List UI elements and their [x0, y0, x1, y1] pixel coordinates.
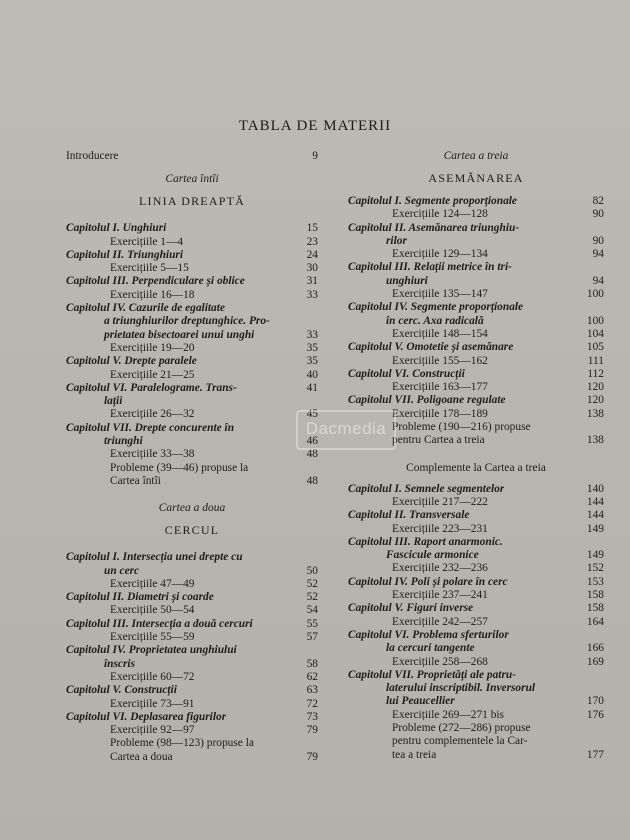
- toc-entry: Exercițiile 135—147 100: [392, 288, 604, 301]
- toc-entry: la cercuri tangente 166: [386, 642, 604, 655]
- toc-entry: Exercițiile 258—268 169: [392, 655, 604, 668]
- toc-entry: Capitolul I. Intersecția unei drepte cu: [66, 551, 243, 564]
- toc-entry: Exercițiile 1—4 23: [110, 235, 318, 248]
- toc-entry: Capitolul III. Perpendiculare și oblice 31: [66, 275, 318, 288]
- toc-entry: Exercițiile 19—20 35: [110, 341, 318, 354]
- toc-entry: Capitolul III. Relații metrice în tri-: [348, 261, 512, 274]
- toc-entry: Capitolul VII. Proprietăți ale patru-: [348, 668, 517, 681]
- toc-entry: Capitolul IV. Segmente proporționale: [348, 301, 524, 314]
- toc-entry: Exercițiile 26—32 45: [110, 408, 318, 421]
- toc-entry: Fascicule armonice 149: [386, 549, 604, 562]
- toc-entry: Exercițiile 178—189 138: [392, 407, 604, 420]
- toc-entry: Exercițiile 73—91 72: [110, 697, 318, 710]
- toc-entry: Probleme (39—46) propuse la: [110, 461, 249, 474]
- toc-entry: tea a treia 177: [392, 748, 604, 761]
- toc-entry: Exercițiile 60—72 62: [110, 670, 318, 683]
- toc-entry: Cartea întîi 48: [110, 474, 318, 487]
- toc-entry: Exercițiile 242—257 164: [392, 615, 604, 628]
- book-heading: LINIA DREAPTĂ: [139, 194, 245, 209]
- toc-entry: Exercițiile 155—162 111: [392, 354, 604, 367]
- toc-entry: lui Peaucellier 170: [386, 695, 604, 708]
- toc-entry: prietatea bisectoarei unui unghi 33: [104, 328, 318, 341]
- toc-entry: pentru Cartea a treia 138: [392, 434, 604, 447]
- toc-entry: Cartea a doua 79: [110, 750, 318, 763]
- toc-entry: Capitolul IV. Poli și polare în cerc 153: [348, 575, 604, 588]
- toc-entry: unghiuri 94: [386, 274, 604, 287]
- toc-entry: Capitolul IV. Cazurile de egalitate: [66, 302, 225, 315]
- toc-entry: Exercițiile 55—59 57: [110, 631, 318, 644]
- toc-entry: Capitolul I. Unghiuri 15: [66, 222, 318, 235]
- toc-entry: Exercițiile 163—177 120: [392, 381, 604, 394]
- toc-entry-intro: Introducere 9: [66, 150, 318, 162]
- toc-entry: triunghi 46: [104, 435, 318, 448]
- toc-entry: Capitolul II. Diametri și coarde 52: [66, 591, 318, 604]
- toc-entry: Capitolul III. Intersecția a două cercuri 55: [66, 617, 318, 630]
- toc-entry: Capitolul I. Segmente proporționale 82: [348, 195, 604, 207]
- toc-entry: Capitolul II. Transversale 144: [348, 509, 604, 522]
- toc-entry: Capitolul IV. Proprietatea unghiului: [66, 644, 237, 657]
- toc-entry: Exercițiile 124—128 90: [392, 208, 604, 221]
- toc-entry: pentru complementele la Car-: [392, 735, 528, 748]
- toc-entry: Exercițiile 223—231 149: [392, 522, 604, 535]
- toc-entry: Exercițiile 92—97 79: [110, 724, 318, 737]
- page-title: TABLA DE MATERII: [238, 118, 392, 134]
- toc-entry: Exercițiile 50—54 54: [110, 604, 318, 617]
- toc-entry: Exercițiile 232—236 152: [392, 562, 604, 575]
- toc-entry: Capitolul VI. Problema sferturilor: [348, 628, 509, 641]
- left-column: [66, 150, 318, 764]
- toc-entry: Capitolul VI. Construcții 112: [348, 367, 604, 380]
- toc-entry: Capitolul III. Raport anarmonic.: [348, 535, 503, 548]
- book-label: Cartea a treia: [443, 150, 509, 162]
- book-heading: CERCUL: [164, 523, 220, 538]
- toc-entry: Exercițiile 237—241 158: [392, 589, 604, 602]
- toc-entry: în cerc. Axa radicală 100: [386, 314, 604, 327]
- watermark-logo: Dacmedia: [296, 410, 396, 450]
- right-column: [348, 150, 604, 762]
- book-label: Cartea a doua: [158, 502, 226, 515]
- toc-entry: Probleme (272—286) propuse: [392, 721, 531, 734]
- toc-list: [66, 222, 318, 488]
- toc-entry: Capitolul II. Triunghiuri 24: [66, 248, 318, 261]
- toc-list: [348, 483, 604, 762]
- toc-entry: Probleme (190—216) propuse: [392, 421, 531, 434]
- toc-entry: Capitolul V. Construcții 63: [66, 684, 318, 697]
- toc-entry: Probleme (98—123) propuse la: [110, 737, 254, 750]
- toc-entry: Capitolul VII. Poligoane regulate 120: [348, 394, 604, 407]
- toc-entry: Exercițiile 33—38 48: [110, 448, 318, 461]
- toc-entry: Exercițiile 16—18 33: [110, 288, 318, 301]
- toc-entry: Exercițiile 47—49 52: [110, 577, 318, 590]
- toc-entry: laterului inscriptibil. Inversorul: [386, 682, 536, 695]
- book-heading: ASEMĂNAREA: [428, 171, 524, 185]
- toc-list: [66, 551, 318, 764]
- toc-entry: Capitolul VI. Paralelograme. Trans- 41: [66, 381, 318, 394]
- toc-entry: Exercițiile 21—25 40: [110, 368, 318, 381]
- toc-entry: înscris 58: [104, 657, 318, 670]
- toc-entry: a triunghiurilor dreptunghice. Pro-: [104, 315, 270, 328]
- toc-entry: rilor 90: [386, 234, 604, 247]
- toc-entry: Exercițiile 269—271 bis 176: [392, 708, 604, 721]
- toc-entry: Capitolul I. Semnele segmentelor 140: [348, 482, 604, 495]
- toc-entry: Capitolul V. Figuri inverse 158: [348, 602, 604, 615]
- toc-entry: lații: [104, 395, 123, 408]
- toc-entry: Capitolul VI. Deplasarea figurilor 73: [66, 710, 318, 723]
- section-heading: Complemente la Cartea a treia: [406, 461, 546, 474]
- toc-entry: Capitolul V. Omotetie și asemănare 105: [348, 341, 604, 354]
- toc-entry: Exercițiile 129—134 94: [392, 248, 604, 261]
- toc-entry: Exercițiile 217—222 144: [392, 495, 604, 508]
- book-label: Cartea întîi: [165, 173, 219, 186]
- toc-entry: un cerc 50: [104, 564, 318, 577]
- toc-entry: Exercițiile 148—154 104: [392, 327, 604, 340]
- toc-entry: Capitolul V. Drepte paralele 35: [66, 355, 318, 368]
- toc-entry: Exercițiile 5—15 30: [110, 262, 318, 275]
- toc-entry: Capitolul II. Asemănarea triunghiu-: [348, 221, 520, 234]
- toc-entry: Capitolul VII. Drepte concurente în: [66, 421, 235, 434]
